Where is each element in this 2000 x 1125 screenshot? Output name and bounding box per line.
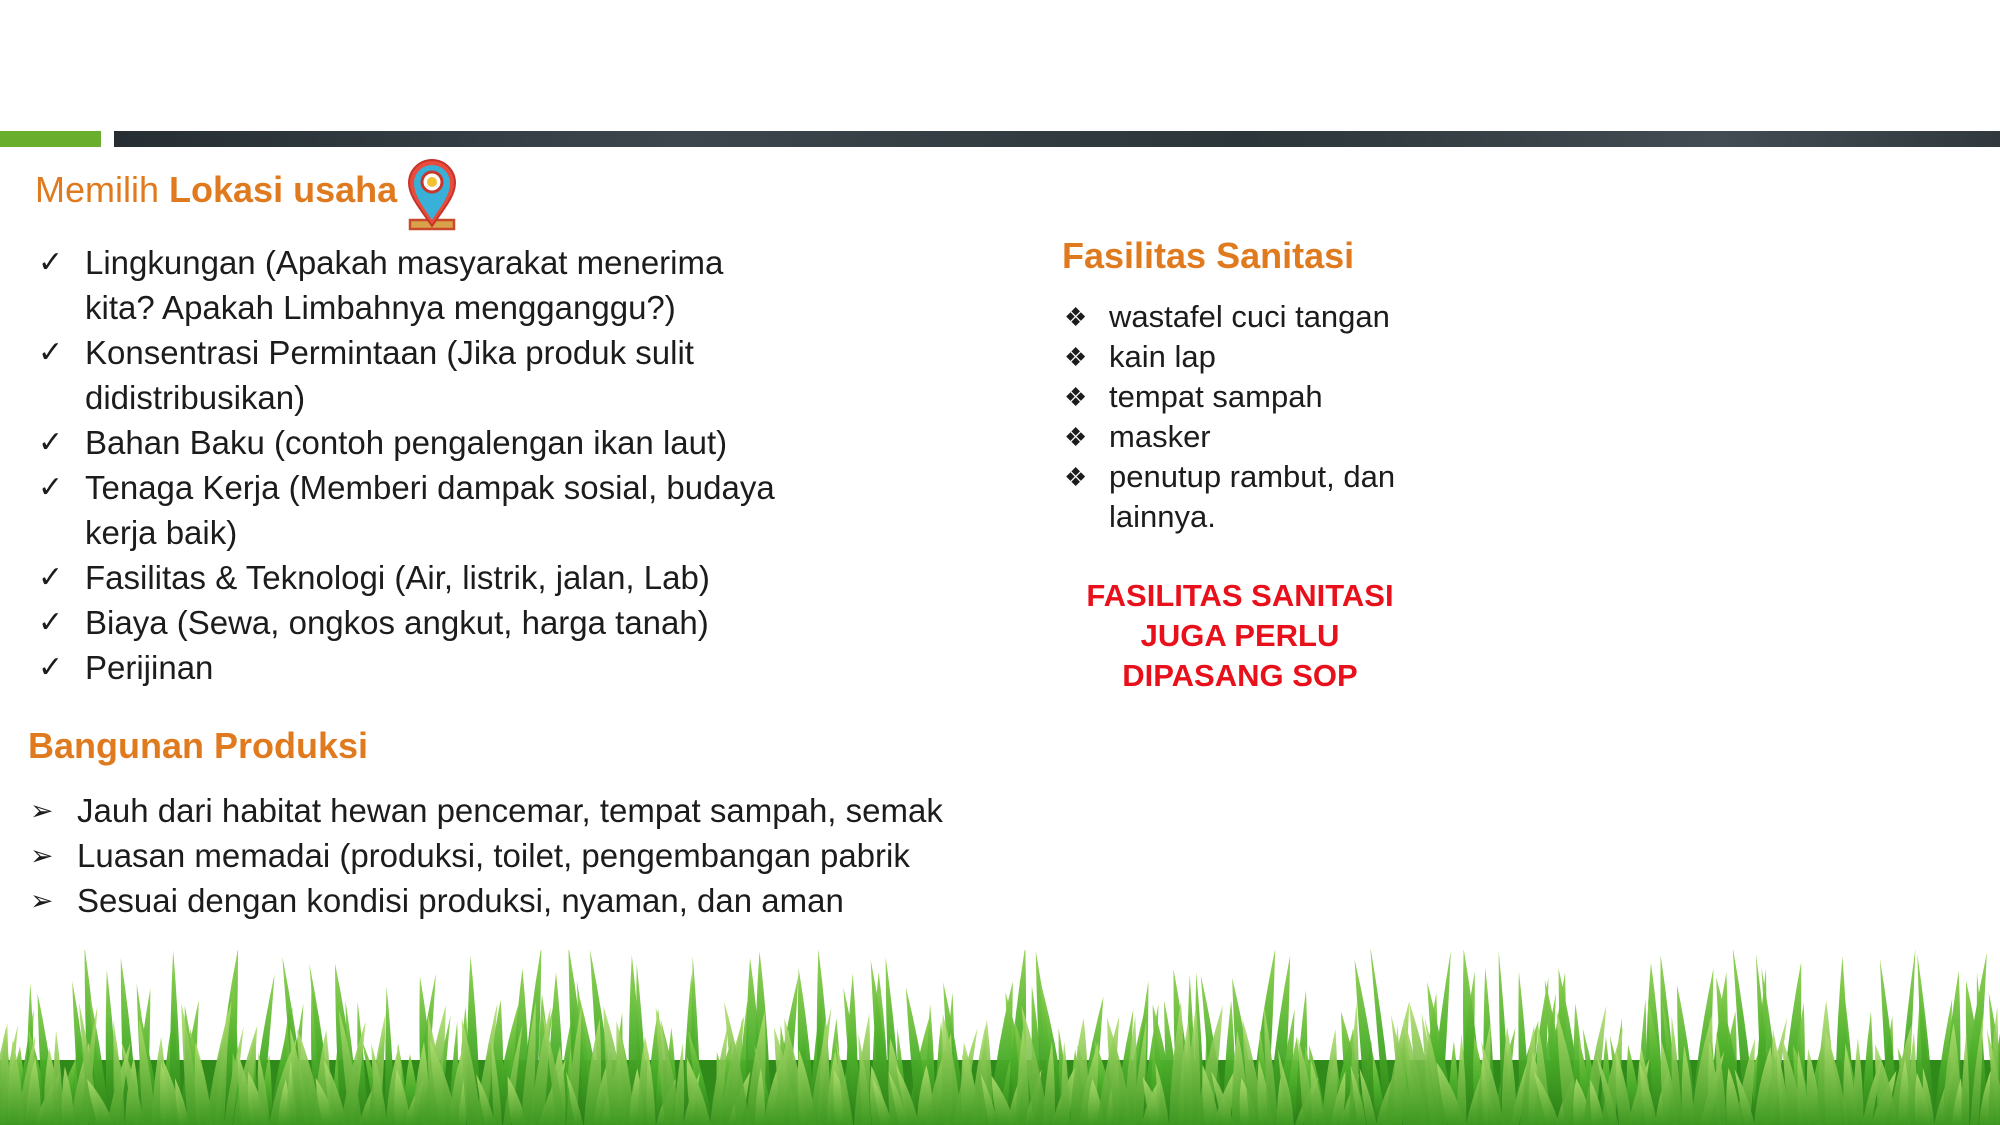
checkmark-icon: ✓ (38, 561, 64, 594)
grass-blade (1853, 1038, 1864, 1125)
sanitation-list (1062, 297, 1489, 537)
list-item: ➢ Sesuai dengan kondisi produksi, nyaman, dan aman (28, 878, 977, 923)
arrowhead-icon: ➢ (30, 885, 54, 916)
checkmark-icon: ✓ (38, 336, 64, 369)
four-diamond-icon: ❖ (1064, 342, 1088, 372)
sop-note (1040, 576, 1440, 696)
list-item: ✓ Konsentrasi Permintaan (Jika produk sulit didistribusikan) (35, 330, 795, 420)
sop-note-line: JUGA PERLU (1140, 618, 1340, 653)
accent-bar-green (0, 131, 101, 147)
sanitation-heading: Fasilitas Sanitasi (1062, 235, 1355, 276)
location-heading (35, 169, 398, 210)
arrowhead-icon: ➢ (30, 795, 54, 826)
list-item: ✓ Lingkungan (Apakah masyarakat menerima kita? Apakah Limbahnya mengganggu?) (35, 240, 795, 330)
building-criteria-list (28, 788, 977, 923)
list-item: ❖ wastafel cuci tangan (1062, 297, 1489, 337)
sop-note-line: FASILITAS SANITASI (1086, 578, 1394, 613)
sop-note-line: DIPASANG SOP (1122, 658, 1358, 693)
map-pin-icon (404, 156, 460, 234)
list-item: ✓ Fasilitas & Teknologi (Air, listrik, jalan, Lab) (35, 555, 795, 600)
location-heading-prefix: Memilih (35, 169, 160, 210)
list-item: ✓ Tenaga Kerja (Memberi dampak sosial, budaya kerja baik) (35, 465, 795, 555)
list-item: ❖ kain lap (1062, 337, 1489, 377)
four-diamond-icon: ❖ (1064, 462, 1088, 492)
four-diamond-icon: ❖ (1064, 422, 1088, 452)
building-heading: Bangunan Produksi (28, 725, 369, 766)
grass-decoration (0, 950, 2000, 1125)
location-heading-bold: Lokasi usaha (169, 169, 398, 210)
list-item: ✓ Perijinan (35, 645, 795, 690)
checkmark-icon: ✓ (38, 426, 64, 459)
list-item: ✓ Biaya (Sewa, ongkos angkut, harga tanah) (35, 600, 795, 645)
checkmark-icon: ✓ (38, 471, 64, 504)
list-item: ➢ Luasan memadai (produksi, toilet, pengembangan pabrik (28, 833, 977, 878)
checkmark-icon: ✓ (38, 246, 64, 279)
list-item: ❖ masker (1062, 417, 1489, 457)
list-item: ❖ tempat sampah (1062, 377, 1489, 417)
four-diamond-icon: ❖ (1064, 382, 1088, 412)
list-item: ➢ Jauh dari habitat hewan pencemar, tempat sampah, semak (28, 788, 977, 833)
list-item: ❖ penutup rambut, dan lainnya. (1064, 459, 1396, 534)
checkmark-icon: ✓ (38, 606, 64, 639)
arrowhead-icon: ➢ (30, 840, 54, 871)
accent-bar-dark (114, 131, 2000, 147)
four-diamond-icon: ❖ (1064, 302, 1088, 332)
location-criteria-list (35, 240, 795, 690)
checkmark-icon: ✓ (38, 651, 64, 684)
list-item: ✓ Bahan Baku (contoh pengalengan ikan laut) (35, 420, 795, 465)
